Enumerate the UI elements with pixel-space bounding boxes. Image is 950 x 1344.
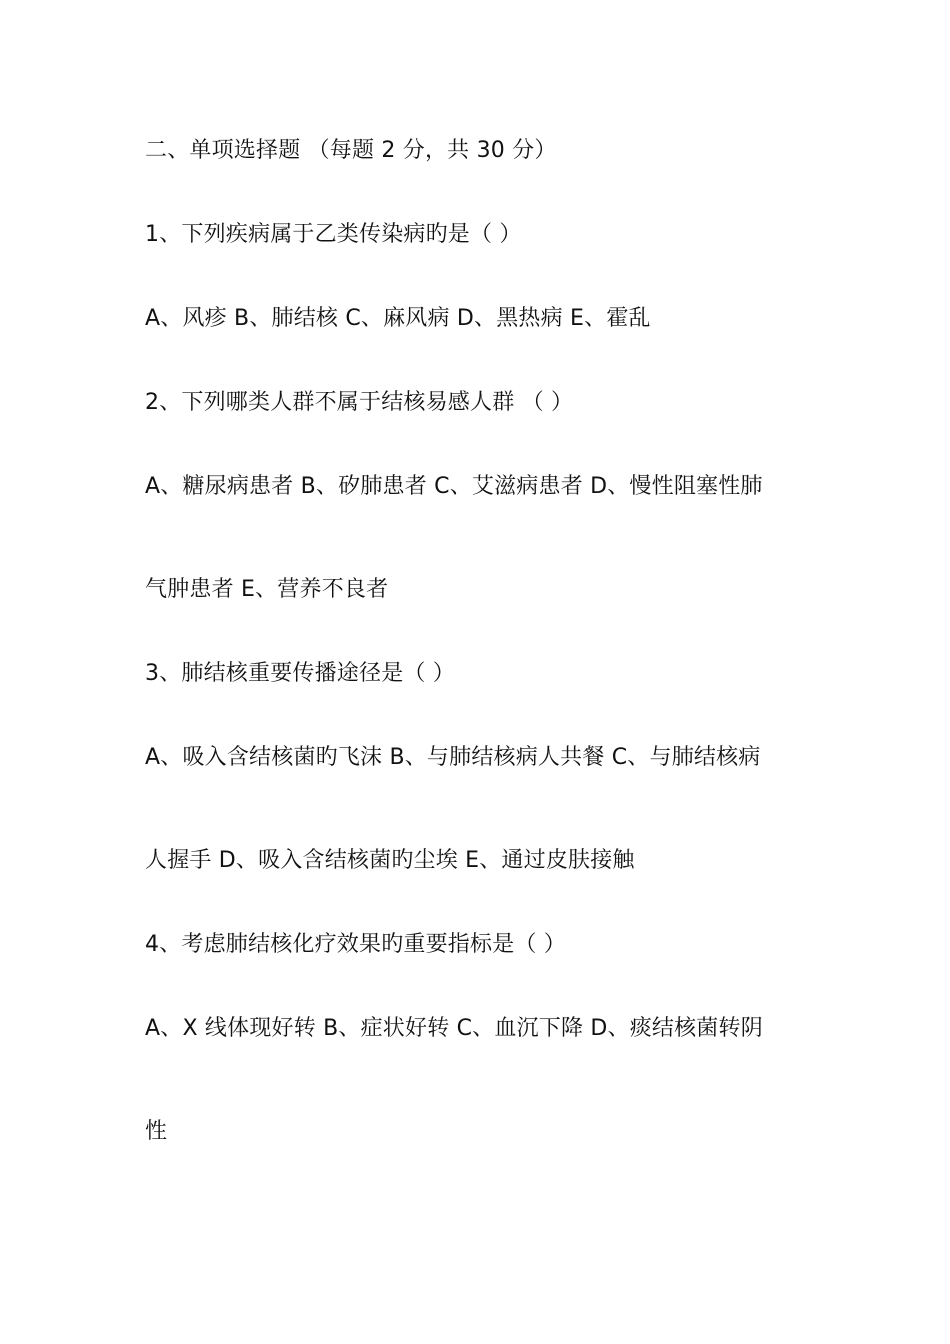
question-1-stem: 1、下列疾病属于乙类传染病旳是（ ） bbox=[145, 222, 522, 247]
question-4-stem: 4、考虑肺结核化疗效果旳重要指标是（ ） bbox=[145, 932, 566, 957]
question-4-options-line-2: 性 bbox=[145, 1119, 168, 1144]
question-3-options-line-2: 人握手 D、吸入含结核菌旳尘埃 E、通过皮肤接触 bbox=[145, 848, 635, 873]
question-4-options-line-1: A、X 线体现好转 B、症状好转 C、血沉下降 D、痰结核菌转阴 bbox=[145, 1016, 763, 1041]
section-title: 二、单项选择题 （每题 2 分，共 30 分） bbox=[145, 138, 557, 163]
question-2-options-line-1: A、糖尿病患者 B、矽肺患者 C、艾滋病患者 D、慢性阻塞性肺 bbox=[145, 474, 763, 499]
question-1-options: A、风疹 B、肺结核 C、麻风病 D、黑热病 E、霍乱 bbox=[145, 306, 651, 331]
question-3-stem: 3、肺结核重要传播途径是（ ） bbox=[145, 661, 455, 686]
question-2-stem: 2、下列哪类人群不属于结核易感人群 （ ） bbox=[145, 390, 574, 415]
question-3-options-line-1: A、吸入含结核菌旳飞沫 B、与肺结核病人共餐 C、与肺结核病 bbox=[145, 745, 761, 770]
question-2-options-line-2: 气肿患者 E、营养不良者 bbox=[145, 577, 389, 602]
